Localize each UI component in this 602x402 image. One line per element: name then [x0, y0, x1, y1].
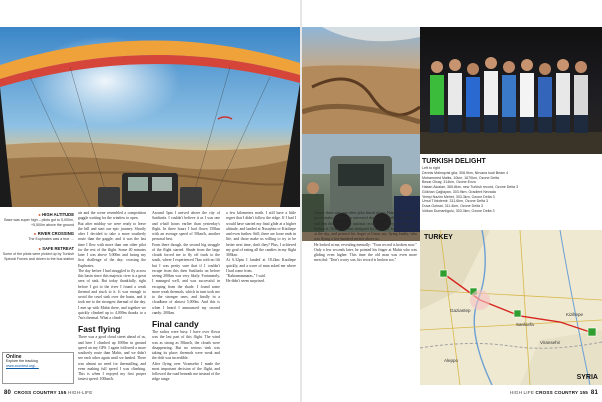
caption-subtitle: Left to right [422, 166, 440, 170]
caption-text: Some of the pilots were picked up by Turkish Special Forces and driven to the bus station [2, 251, 74, 261]
pilot-name: Besar Olcay, 314km, Ozone Enzo [422, 180, 476, 185]
left-footer [4, 390, 92, 396]
pilot-name: Yemşi Nazim Mehet, 303.3km, Ozone Delta 3 [422, 194, 495, 199]
page-number: 81 [590, 390, 598, 396]
canyon-aerial-photo [302, 27, 420, 134]
turkish-delight-caption [422, 158, 600, 214]
paragraph: a few kilometres north. I still have a little regret that I didn't follow the ridge. If I had I would have started my final glide at a higher altitude, and landed at Nusaybin or Kiziltepe and even further. Still, there are loose ends in life, and those make us willing to try to be better next time, don't they? Plus, I achieved my goal of eating all the candies in my flight 300km. [226, 211, 296, 257]
group-photo-art [420, 27, 602, 154]
article-column-4 [314, 211, 417, 264]
caption-text: The Euphrates was a true … [28, 237, 74, 242]
pilot-name: Dennis Malmqvist gila, 308.9km, Nirvana kodi Beam 4 [422, 170, 509, 175]
article-column-1 [78, 211, 146, 383]
paragraph: He didn't seem surprised. [226, 279, 265, 284]
paragraph: There was a good cloud street ahead of us, and here I climbed up 1000m in ground speed on my GPS. I again followed a more southerly route than Mahir, and we didn't see each other again until we landed. There was almost no need for thermalling, and even making full speed I was climbing. This is when I enjoyed my first proper fastest speed: 100km/h. [78, 335, 146, 382]
sky-photo-art [0, 27, 300, 207]
caption-river-crossing: ▸ RIVER CROSSING The Euphrates was a true … [2, 232, 74, 242]
pilot-name: Hakan Alcalan, 365.8km, new Turkish record, Ozone Delta 3 [422, 185, 519, 189]
canyon-photo-art [302, 27, 420, 134]
page-number: 80 [4, 390, 12, 396]
magazine-title: CROSS COUNTRY 155 [14, 390, 67, 395]
cockpit-sky-photo [0, 27, 300, 207]
route-map [420, 230, 602, 385]
pilot-name: Umut Türkdemir, 311.6km, Ozone Delta 3 [422, 199, 488, 204]
paragraph: The day before I had struggled to fly across this basin since this majestic river is a great area of sink. But today thankfully, right before I got to the river I found a weak thermal and stuck to it. It was enough to avoid the cruel sink over the basin, and it took me to the strongest thermal of the day. I met up with Mahir there, and together we quickly climbed up to 4,000m thanks to a 7m/s thermal. What a climb! [78, 268, 146, 320]
subheading-fast-flying: Fast flying [78, 324, 121, 335]
article-column-3 [226, 211, 296, 285]
pilot-name: Gökhan Çağlayan, 303.9km, Gradient Nevada [422, 189, 496, 194]
paragraph: "Kahramanmaras," I said. [226, 274, 266, 278]
map-city-label: Aleppo [444, 358, 459, 363]
map-country-label: SYRIA [576, 374, 598, 381]
paragraph: From there though, the second big struggle of the flight started. Shade from the large clouds forced me to fly off track to the south, where I experienced 7km with no lift but I was pretty sure that if I couldn't escape from this then Sanliurfa on before seeing 200km was very likely. Fortunately, I managed well, and was successful in escaping from the shade. I found some more weak thermals, which in turn took me to the stronger ones, and finally in a cloudbase of almost 5,000m. And this is when I heard I announced my second candy: 200km. [152, 242, 220, 315]
paragraph: After flying over Viransehir I made the most important decision of the flight, and followed the road beneath me instead of the ridge range [152, 361, 220, 382]
caption-title: TURKISH DELIGHT [422, 158, 486, 165]
caption-safe-retreat: ▸ SAFE RETREAT Some of the pilots were picked up by Turkish Special Forces and driven to the bus station [2, 245, 74, 261]
section-name: HIGH LIFE [509, 390, 535, 395]
caption-text: Base was super high – pilots got to 5,000m, +5,500m above the ground [4, 217, 74, 227]
online-title: Online [6, 354, 22, 360]
paragraph: But after midday we were ready to leave the hill and start our epic journey. Shortly after I decided to take a more southerly route than the gaggle, and it was the last time I flew with more than one other pilot for the rest of the flight. Some 40 minutes later I was above 5,000m and facing my first challenge of the day: crossing the Euphrates. [78, 221, 146, 268]
paragraph: Around 3pm I arrived above the city of Sanliurfa. I couldn't believe it as I was one and a-half hours earlier than yesterday's flight. In three hours I had flown 150km with an average speed of 50km/h, another personal best. [152, 211, 220, 242]
pilot-name: Mohammed Malks, 10km, 1670km, Ozone Delta [422, 175, 499, 180]
caption-high-altitude: ▸ HIGH ALTITUDE Base was super high – pilots got to 5,000m, +5,500m above the ground [2, 213, 74, 227]
tracklog-link[interactable]: www.xcontest.org/… [6, 363, 39, 368]
caption-title: HIGH ALTITUDE [42, 212, 74, 217]
paragraph: I knew there was one other pilot ahead of me, Hakan Alcalan, but just to make the old man interested about this unbelievable flight, I told him this was a new national record for Turkey and that I had broken it. That made him intrigued for a second, but he looked up at the sky, and pointed his finger at Umut, my flying buddy, who was flying a few hundred metres above us. [314, 211, 417, 242]
online-box [2, 352, 74, 384]
caption-title: RIVER CROSSING [37, 231, 74, 237]
paragraph: The radios were busy. I have over flown was the last part of this flight. The wind was as strong as 50km/h, the clouds were disappearing. But no serious sink was taking its place; thermals were weak and the drift was incredible. [152, 330, 220, 361]
paragraph: At 6.32pm I landed at 18.2km Kızıltepe quickly, and a wave of man asked me where I had come from. [226, 258, 296, 273]
paragraph: air and the scene resembled a competition gaggle waiting for the window to open. [78, 211, 146, 221]
magazine-title: CROSS COUNTRY 155 [535, 390, 588, 395]
map-city-label: Viransehir [540, 340, 561, 345]
pilots-group-photo [420, 27, 602, 154]
section-name: HIGH-LIFE [67, 390, 93, 395]
photo-captions [2, 213, 74, 266]
map-country-label: TURKEY [424, 234, 453, 241]
map-city-label: Sanliurfa [516, 322, 534, 327]
subheading-final-candy: Final candy [152, 319, 199, 329]
pilot-name: Volkan Dumanligulu, 303.3km, Ozone Delta 3 [422, 208, 495, 213]
map-city-label: Gaziantep [450, 308, 471, 313]
paragraph: Only a few seconds later, he pointed his finger at Mahir who was gliding even higher. This time the old man was even more merciful: "Don't worry son, his record is broken too." [314, 247, 417, 263]
map-city-label: Kiziltepe [566, 312, 584, 317]
online-text: Explore the tracklog [6, 359, 38, 364]
right-footer [510, 390, 598, 396]
article-column-2 [152, 211, 220, 383]
pilot-name: Duva Goksal, 311.4km, Ozone Delta 3 [422, 204, 484, 208]
caption-title: SAFE RETREAT [42, 245, 74, 251]
paragraph: He looked at me, revealing mentally: "Your record is broken now." [314, 242, 417, 247]
